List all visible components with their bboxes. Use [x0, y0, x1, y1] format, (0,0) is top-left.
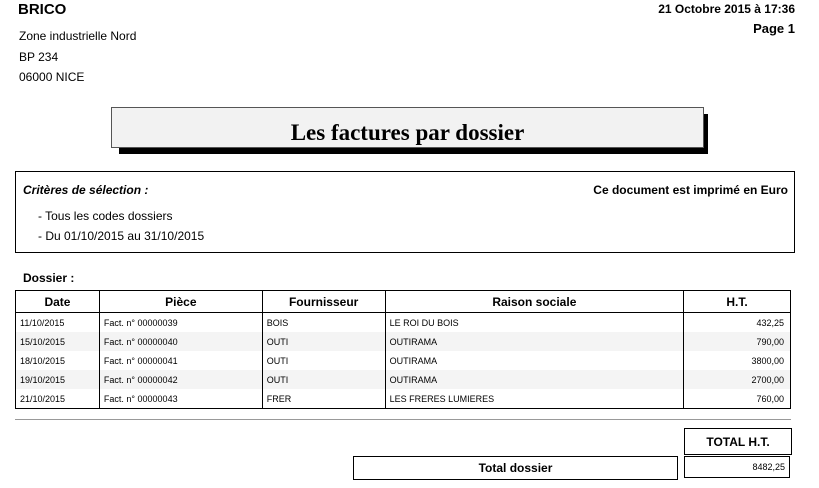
cell-date: 19/10/2015 [16, 370, 100, 389]
total-ht-header [684, 428, 792, 455]
cell-supplier: FRER [262, 389, 385, 409]
col-header-amount: H.T. [684, 291, 791, 313]
col-header-company: Raison sociale [385, 291, 684, 313]
cell-company: LES FRERES LUMIERES [385, 389, 684, 409]
cell-supplier: OUTI [262, 370, 385, 389]
separator-line [15, 419, 791, 420]
address-line-1: Zone industrielle Nord [19, 29, 137, 43]
table-row [16, 332, 791, 351]
cell-date: 11/10/2015 [16, 313, 100, 333]
col-header-date: Date [16, 291, 100, 313]
invoices-table [15, 290, 791, 409]
cell-supplier: OUTI [262, 332, 385, 351]
currency-note: Ce document est imprimé en Euro [593, 183, 788, 197]
cell-amount: 3800,00 [684, 351, 791, 370]
total-dossier-label: Total dossier [478, 461, 553, 475]
table-header-row [16, 291, 791, 313]
cell-piece: Fact. n° 00000042 [99, 370, 262, 389]
cell-piece: Fact. n° 00000043 [99, 389, 262, 409]
cell-date: 18/10/2015 [16, 351, 100, 370]
cell-amount: 790,00 [684, 332, 791, 351]
company-name: BRICO [18, 1, 67, 18]
table-row [16, 313, 791, 333]
cell-date: 15/10/2015 [16, 332, 100, 351]
cell-company: LE ROI DU BOIS [385, 313, 684, 333]
table-row [16, 351, 791, 370]
report-title: Les factures par dossier [290, 119, 525, 145]
cell-piece: Fact. n° 00000039 [99, 313, 262, 333]
dossier-label: Dossier : [23, 271, 75, 285]
col-header-supplier: Fournisseur [262, 291, 385, 313]
cell-piece: Fact. n° 00000041 [99, 351, 262, 370]
total-dossier-box [353, 456, 678, 480]
report-title-box [111, 107, 704, 148]
table-row [16, 370, 791, 389]
page-number: Page 1 [753, 21, 795, 36]
total-dossier-value: 8482,25 [752, 462, 785, 472]
cell-company: OUTIRAMA [385, 332, 684, 351]
cell-company: OUTIRAMA [385, 370, 684, 389]
table-row [16, 389, 791, 409]
address-line-2: BP 234 [19, 50, 59, 64]
cell-company: OUTIRAMA [385, 351, 684, 370]
cell-piece: Fact. n° 00000040 [99, 332, 262, 351]
criteria-line-2: - Du 01/10/2015 au 31/10/2015 [38, 229, 205, 243]
col-header-piece: Pièce [99, 291, 262, 313]
criteria-heading: Critères de sélection : [23, 183, 149, 197]
criteria-line-1: - Tous les codes dossiers [38, 209, 173, 223]
cell-supplier: BOIS [262, 313, 385, 333]
print-date: 21 Octobre 2015 à 17:36 [658, 2, 795, 16]
cell-amount: 760,00 [684, 389, 791, 409]
cell-supplier: OUTI [262, 351, 385, 370]
cell-date: 21/10/2015 [16, 389, 100, 409]
cell-amount: 432,25 [684, 313, 791, 333]
selection-criteria-box [15, 171, 795, 253]
cell-amount: 2700,00 [684, 370, 791, 389]
total-dossier-value-box [684, 456, 790, 478]
address-line-3: 06000 NICE [19, 70, 85, 84]
total-ht-label: TOTAL H.T. [706, 434, 770, 449]
